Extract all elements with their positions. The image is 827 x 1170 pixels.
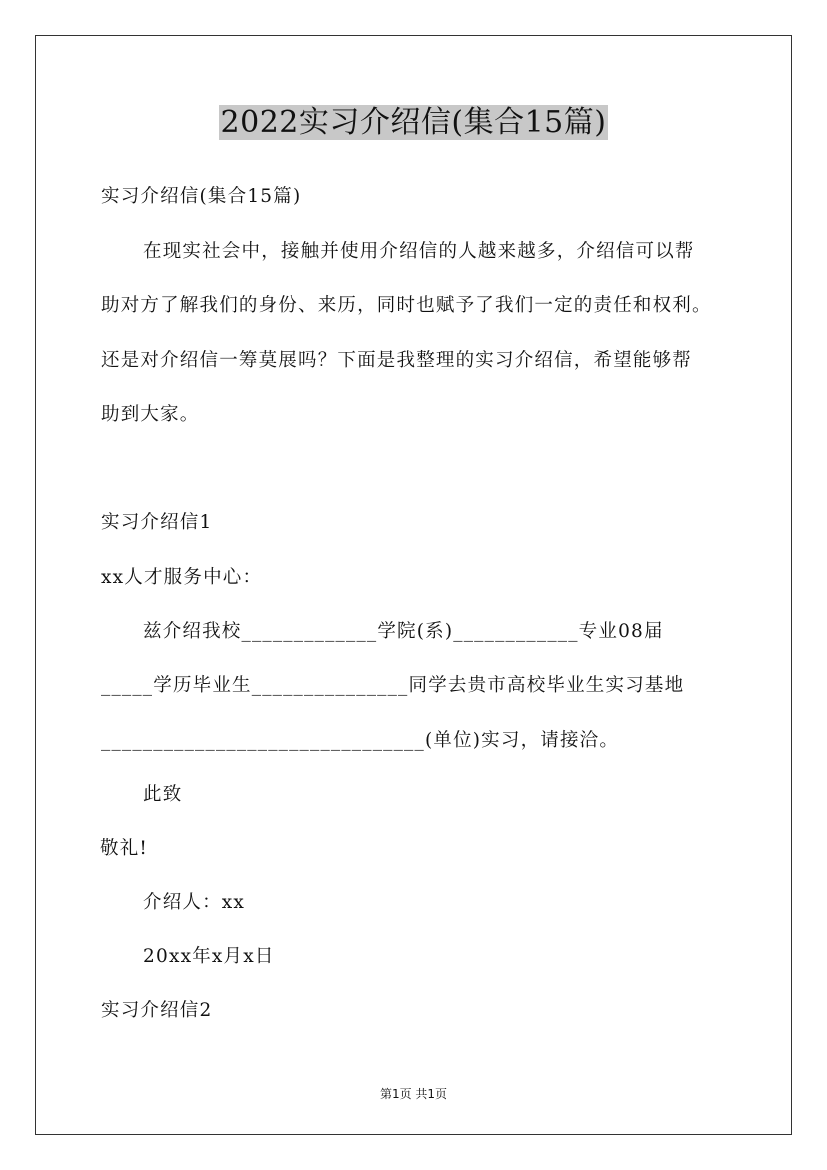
letter1-heading: 实习介绍信1 <box>101 512 213 533</box>
letter1-recipient: xx人才服务中心： <box>101 567 263 588</box>
letter1-body-line-3: _______________________________(单位)实习，请接洽。 <box>101 730 620 751</box>
letter1-body-line-1: 兹介绍我校_____________学院(系)____________专业08届 <box>143 621 664 642</box>
intro-line-1: 在现实社会中，接触并使用介绍信的人越来越多，介绍信可以帮 <box>143 241 695 262</box>
letter2-heading: 实习介绍信2 <box>101 1000 213 1021</box>
intro-line-3: 还是对介绍信一筹莫展吗？下面是我整理的实习介绍信，希望能够帮 <box>101 350 693 371</box>
subtitle: 实习介绍信(集合15篇) <box>101 186 302 207</box>
page-footer: 第1页 共1页 <box>379 1087 448 1101</box>
document-title: 2022实习介绍信(集合15篇) <box>220 105 607 140</box>
letter1-date: 20xx年x月x日 <box>143 946 275 967</box>
letter1-body-line-2: _____学历毕业生_______________同学去贵市高校毕业生实习基地 <box>101 675 685 696</box>
letter1-introducer: 介绍人：xx <box>143 892 246 913</box>
intro-line-2: 助对方了解我们的身份、来历，同时也赋予了我们一定的责任和权利。 <box>101 295 712 316</box>
intro-line-4: 助到大家。 <box>101 404 200 425</box>
letter1-closing-2: 敬礼! <box>100 838 149 859</box>
letter1-closing-1: 此致 <box>143 784 183 805</box>
